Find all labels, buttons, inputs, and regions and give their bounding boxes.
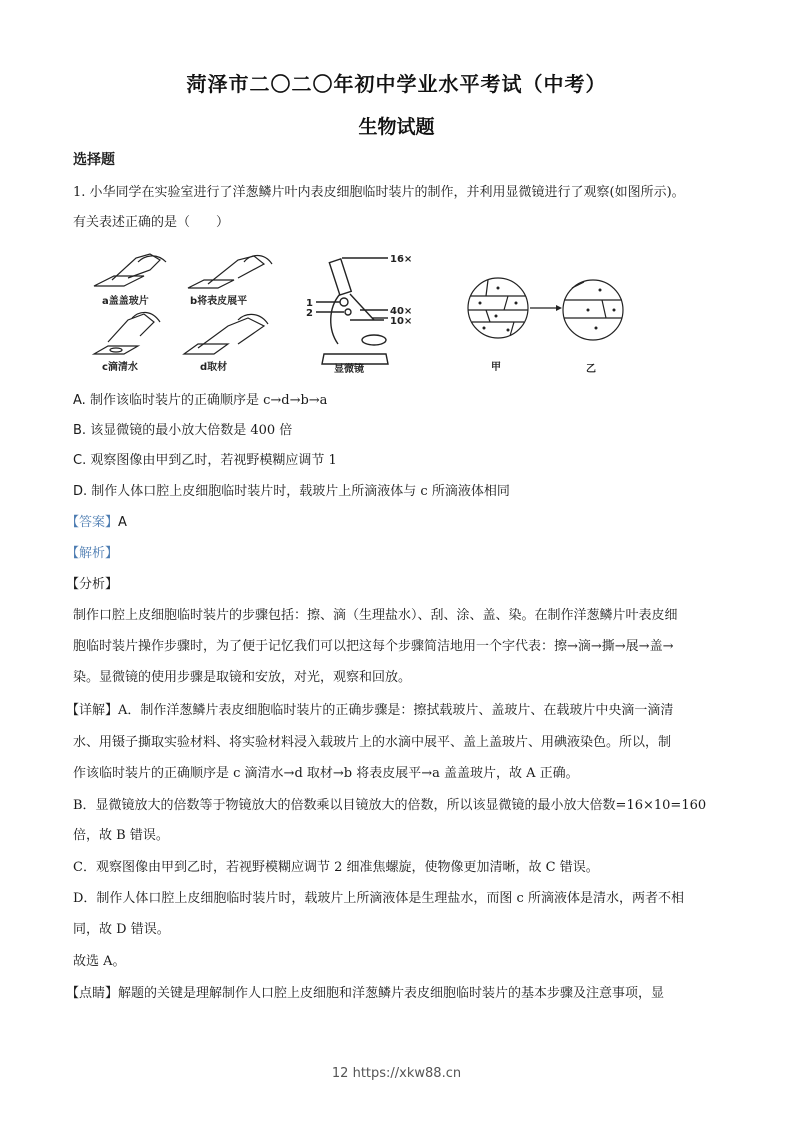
option-d: [73, 482, 510, 502]
question-stem-line-2: 有关表述正确的是（ ）: [73, 215, 230, 230]
option-d-key: D.: [73, 484, 88, 499]
answer-row: [66, 513, 127, 533]
analysis-label: 【解析】: [66, 546, 119, 561]
analysis-section-label: 【分析】: [66, 577, 119, 592]
detail-line-8: 同，故 D 错误。: [73, 922, 170, 937]
question-figure: [88, 248, 648, 376]
step-c-label: c滴清水: [102, 362, 138, 373]
detail-line-4: B．显微镜放大的倍数等于物镜放大的倍数乘以目镜放大的倍数，所以该显微镜的最小放大倍数=16×10=160: [73, 798, 707, 813]
answer-label: 【答案】: [66, 515, 119, 530]
detail-line-7: D．制作人体口腔上皮细胞临时装片时，载玻片上所滴液体是生理盐水，而图 c 所滴液体是清水，两者不相: [73, 891, 684, 906]
option-b: [73, 421, 292, 441]
view-jia-label: 甲: [491, 362, 501, 373]
page-footer: 12 https://xkw88.cn: [331, 1066, 462, 1081]
option-b-key: B.: [73, 423, 87, 438]
answer-value: A: [118, 515, 127, 530]
option-a-key: A.: [73, 393, 86, 408]
microscope-illustration: [316, 258, 388, 364]
step-d-label: d取材: [200, 362, 228, 373]
step-c-illustration: [94, 312, 160, 354]
option-a-text: 制作该临时装片的正确顺序是 c→d→b→a: [89, 393, 328, 408]
detail-line-10: 【点睛】解题的关键是理解制作人口腔上皮细胞和洋葱鳞片表皮细胞临时装片的基本步骤及注意事项，显: [66, 986, 665, 1001]
option-b-text: 该显微镜的最小放大倍数是 400 倍: [90, 423, 293, 438]
analysis-line-3: 染。显微镜的使用步骤是取镜和安放，对光，观察和回放。: [73, 670, 412, 685]
step-b-illustration: [188, 256, 272, 289]
detail-line-9: 故选 A。: [73, 954, 126, 969]
option-d-text: 制作人体口腔上皮细胞临时装片时，载玻片上所滴液体与 c 所滴液体相同: [91, 484, 510, 499]
experiment-illustration: [88, 248, 648, 376]
page-subtitle: 生物试题: [358, 116, 435, 138]
view-yi-label: 乙: [586, 364, 596, 375]
step-a-label: a盖盖玻片: [102, 296, 149, 307]
question-stem-line-1: 1. 小华同学在实验室进行了洋葱鳞片叶内表皮细胞临时装片的制作，并利用显微镜进行了观察(如图所示)。: [73, 185, 685, 200]
page-title: 菏泽市二〇二〇年初中学业水平考试（中考）: [186, 72, 607, 96]
option-c-key: C.: [73, 453, 87, 468]
part-2-label: 2: [306, 308, 313, 319]
option-c-text: 观察图像由甲到乙时，若视野模糊应调节 1: [90, 453, 337, 468]
detail-line-3: 作该临时装片的正确顺序是 c 滴清水→d 取材→b 将表皮展平→a 盖盖玻片，故 A 正确。: [73, 766, 579, 781]
view-yi-nuclei: [587, 289, 616, 330]
view-jia-nuclei: [479, 287, 518, 332]
part-1-label: 1: [306, 298, 313, 309]
option-a: [73, 391, 327, 411]
option-c: [73, 451, 337, 471]
detail-line-2: 水、用镊子撕取实验材料、将实验材料浸入载玻片上的水滴中展平、盖上盖玻片、用碘液染色。所以，制: [73, 735, 672, 750]
analysis-line-2: 胞临时装片操作步骤时，为了便于记忆我们可以把这每个步骤简洁地用一个字代表：擦→滴→撕→展→盖→: [73, 639, 674, 654]
eyepiece-magnification: 16×: [390, 254, 413, 265]
detail-line-1: 【详解】A．制作洋葱鳞片表皮细胞临时装片的正确步骤是：擦拭载玻片、盖玻片、在载玻片中央滴一滴清: [66, 703, 674, 718]
microscope-label: 显微镜: [334, 364, 364, 375]
analysis-line-1: 制作口腔上皮细胞临时装片的步骤包括：擦、滴（生理盐水）、刮、涂、盖、染。在制作洋葱鳞片叶表皮细: [73, 608, 678, 623]
section-heading: 选择题: [73, 152, 115, 168]
step-b-label: b将表皮展平: [190, 296, 248, 307]
objective-40-magnification: 40×: [390, 306, 413, 317]
objective-10-magnification: 10×: [390, 316, 413, 327]
detail-line-6: C．观察图像由甲到乙时，若视野模糊应调节 2 细准焦螺旋，使物像更加清晰，故 C 错误。: [73, 860, 599, 875]
step-a-illustration: [94, 254, 166, 286]
step-d-illustration: [184, 314, 268, 354]
detail-line-5: 倍，故 B 错误。: [73, 828, 169, 843]
